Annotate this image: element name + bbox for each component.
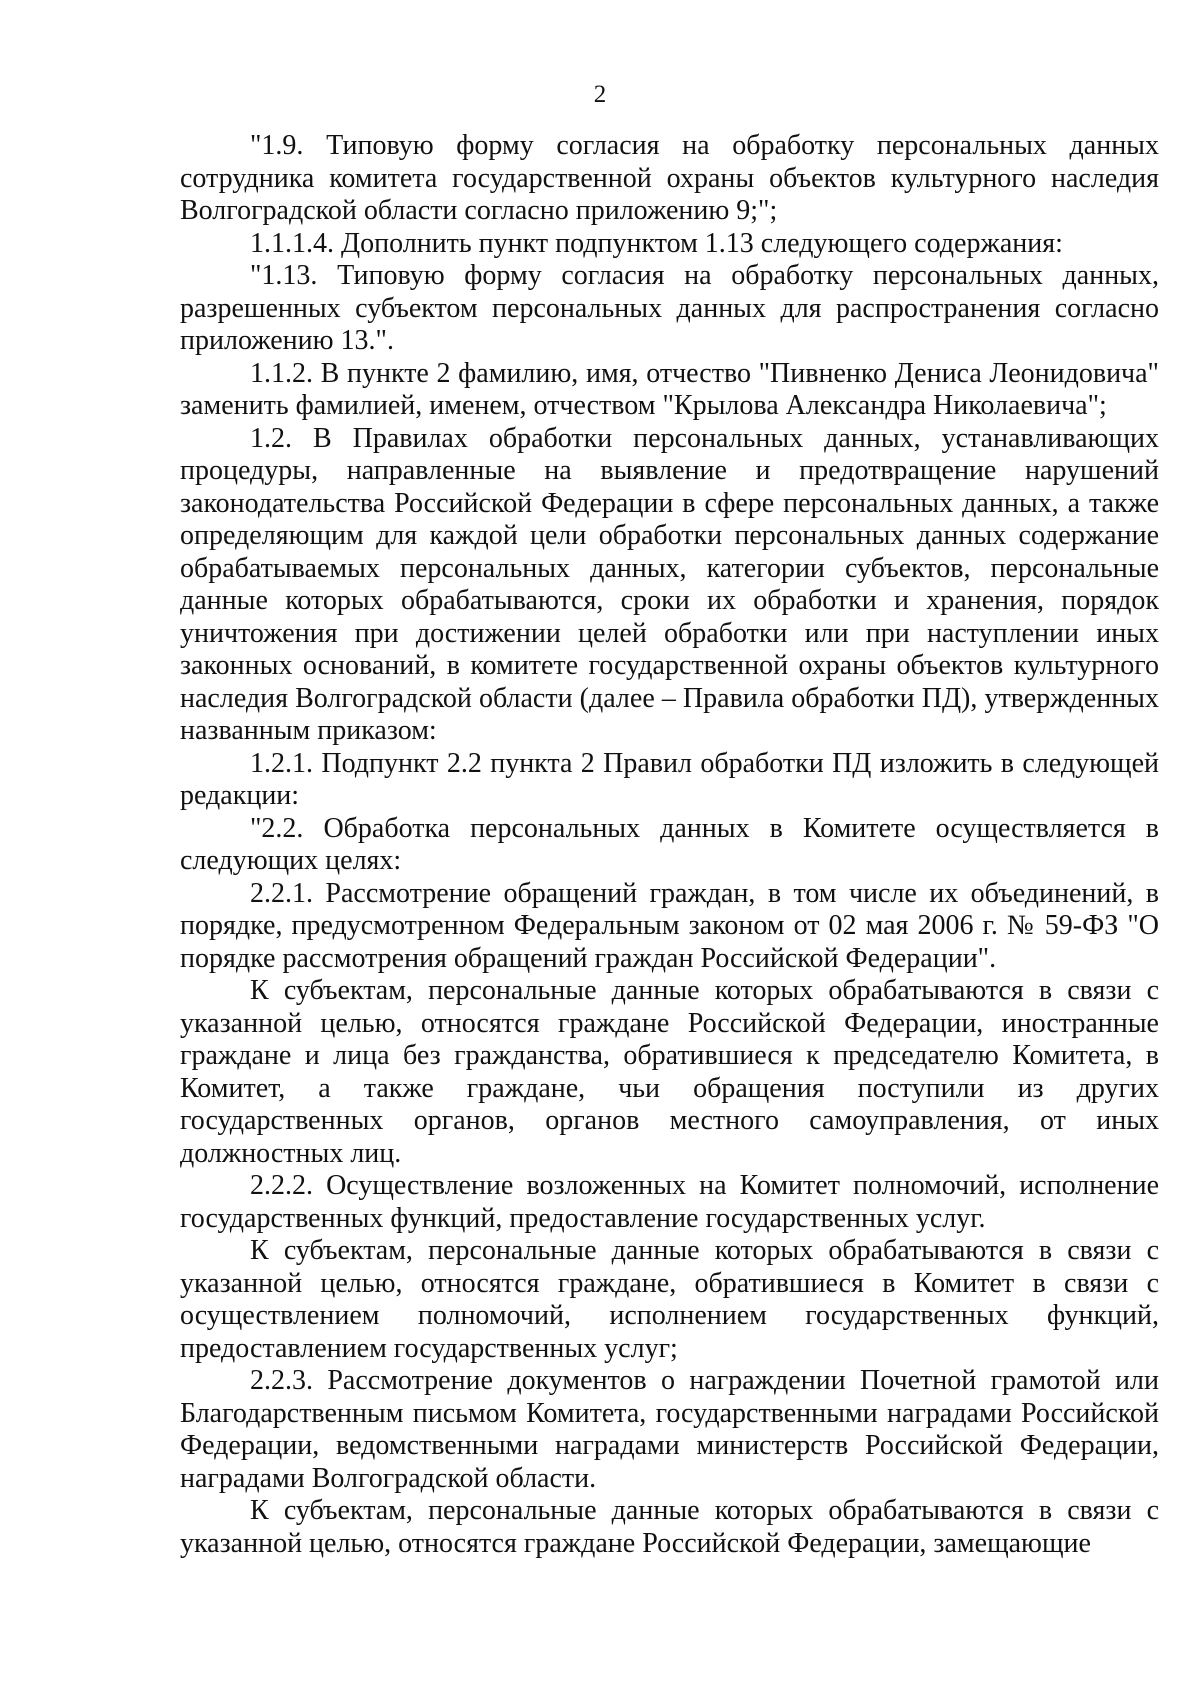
paragraph-2-2-3: 2.2.3. Рассмотрение документов о награждении Почетной грамотой или Благодарственным письмом Комитета, государственными наградами Российской Федерации, ведомственными наградами министерств Российской Федерации, наградами Волгоградской области. bbox=[180, 1365, 1159, 1494]
paragraph-2-2-1-subjects: К субъектам, персональные данные которых обрабатываются в связи с указанной целью, относятся граждане Российской Федерации, иностранные граждане и лица без гражданства, обратившиеся к председателю Комитета, в Комитет, а также граждане, чьи обращения поступили из других государственных органов, органов местного самоуправления, от иных должностных лиц. bbox=[180, 975, 1159, 1169]
paragraph-1-1-2: 1.1.2. В пункте 2 фамилию, имя, отчество "Пивненко Дениса Леонидовича" заменить фамилией, именем, отчеством "Крылова Александра Николаевича"; bbox=[180, 357, 1159, 421]
paragraph-2-2-1: 2.2.1. Рассмотрение обращений граждан, в том числе их объединений, в порядке, предусмотренном Федеральным законом от 02 мая 2006 г. № 59-ФЗ "О порядке рассмотрения обращений граждан Российской Федерации". bbox=[180, 877, 1159, 974]
paragraph-1-13-form: "1.13. Типовую форму согласия на обработку персональных данных, разрешенных субъектом персональных данных для распространения согласно приложению 13.". bbox=[180, 260, 1159, 356]
paragraph-2-2-2: 2.2.2. Осуществление возложенных на Комитет полномочий, исполнение государственных функций, предоставление государственных услуг. bbox=[180, 1170, 1159, 1234]
page-number: 2 bbox=[593, 81, 607, 108]
paragraph-1-9-form: "1.9. Типовую форму согласия на обработку персональных данных сотрудника комитета государственной охраны объектов культурного наследия Волгоградской области согласно приложению 9;"; bbox=[180, 130, 1159, 226]
paragraph-2-2-3-subjects: К субъектам, персональные данные которых обрабатываются в связи с указанной целью, относятся граждане Российской Федерации, замещающие bbox=[180, 1495, 1159, 1559]
paragraph-2-2-2-subjects: К субъектам, персональные данные которых обрабатываются в связи с указанной целью, относятся граждане, обратившиеся в Комитет в связи с осуществлением полномочий, исполнением государственных функций, предоставлением государственных услуг; bbox=[180, 1235, 1159, 1364]
paragraph-1-1-1-4: 1.1.1.4. Дополнить пункт подпунктом 1.13 следующего содержания: bbox=[250, 227, 1063, 259]
paragraph-2-2: "2.2. Обработка персональных данных в Комитете осуществляется в следующих целях: bbox=[180, 812, 1159, 876]
paragraph-1-2-1: 1.2.1. Подпункт 2.2 пункта 2 Правил обработки ПД изложить в следующей редакции: bbox=[180, 747, 1159, 811]
document-body bbox=[180, 130, 1159, 1560]
paragraph-1-2: 1.2. В Правилах обработки персональных данных, устанавливающих процедуры, направленные на выявление и предотвращение нарушений законодательства Российской Федерации в сфере персональных данных, а также определяющим для каждой цели обработки персональных данных содержание обрабатываемых персональных данных, категории субъектов, персональные данные которых обрабатываются, сроки их обработки и хранения, порядок уничтожения при достижении целей обработки или при наступлении иных законных оснований, в комитете государственной охраны объектов культурного наследия Волгоградской области (далее – Правила обработки ПД), утвержденных названным приказом: bbox=[180, 422, 1159, 746]
